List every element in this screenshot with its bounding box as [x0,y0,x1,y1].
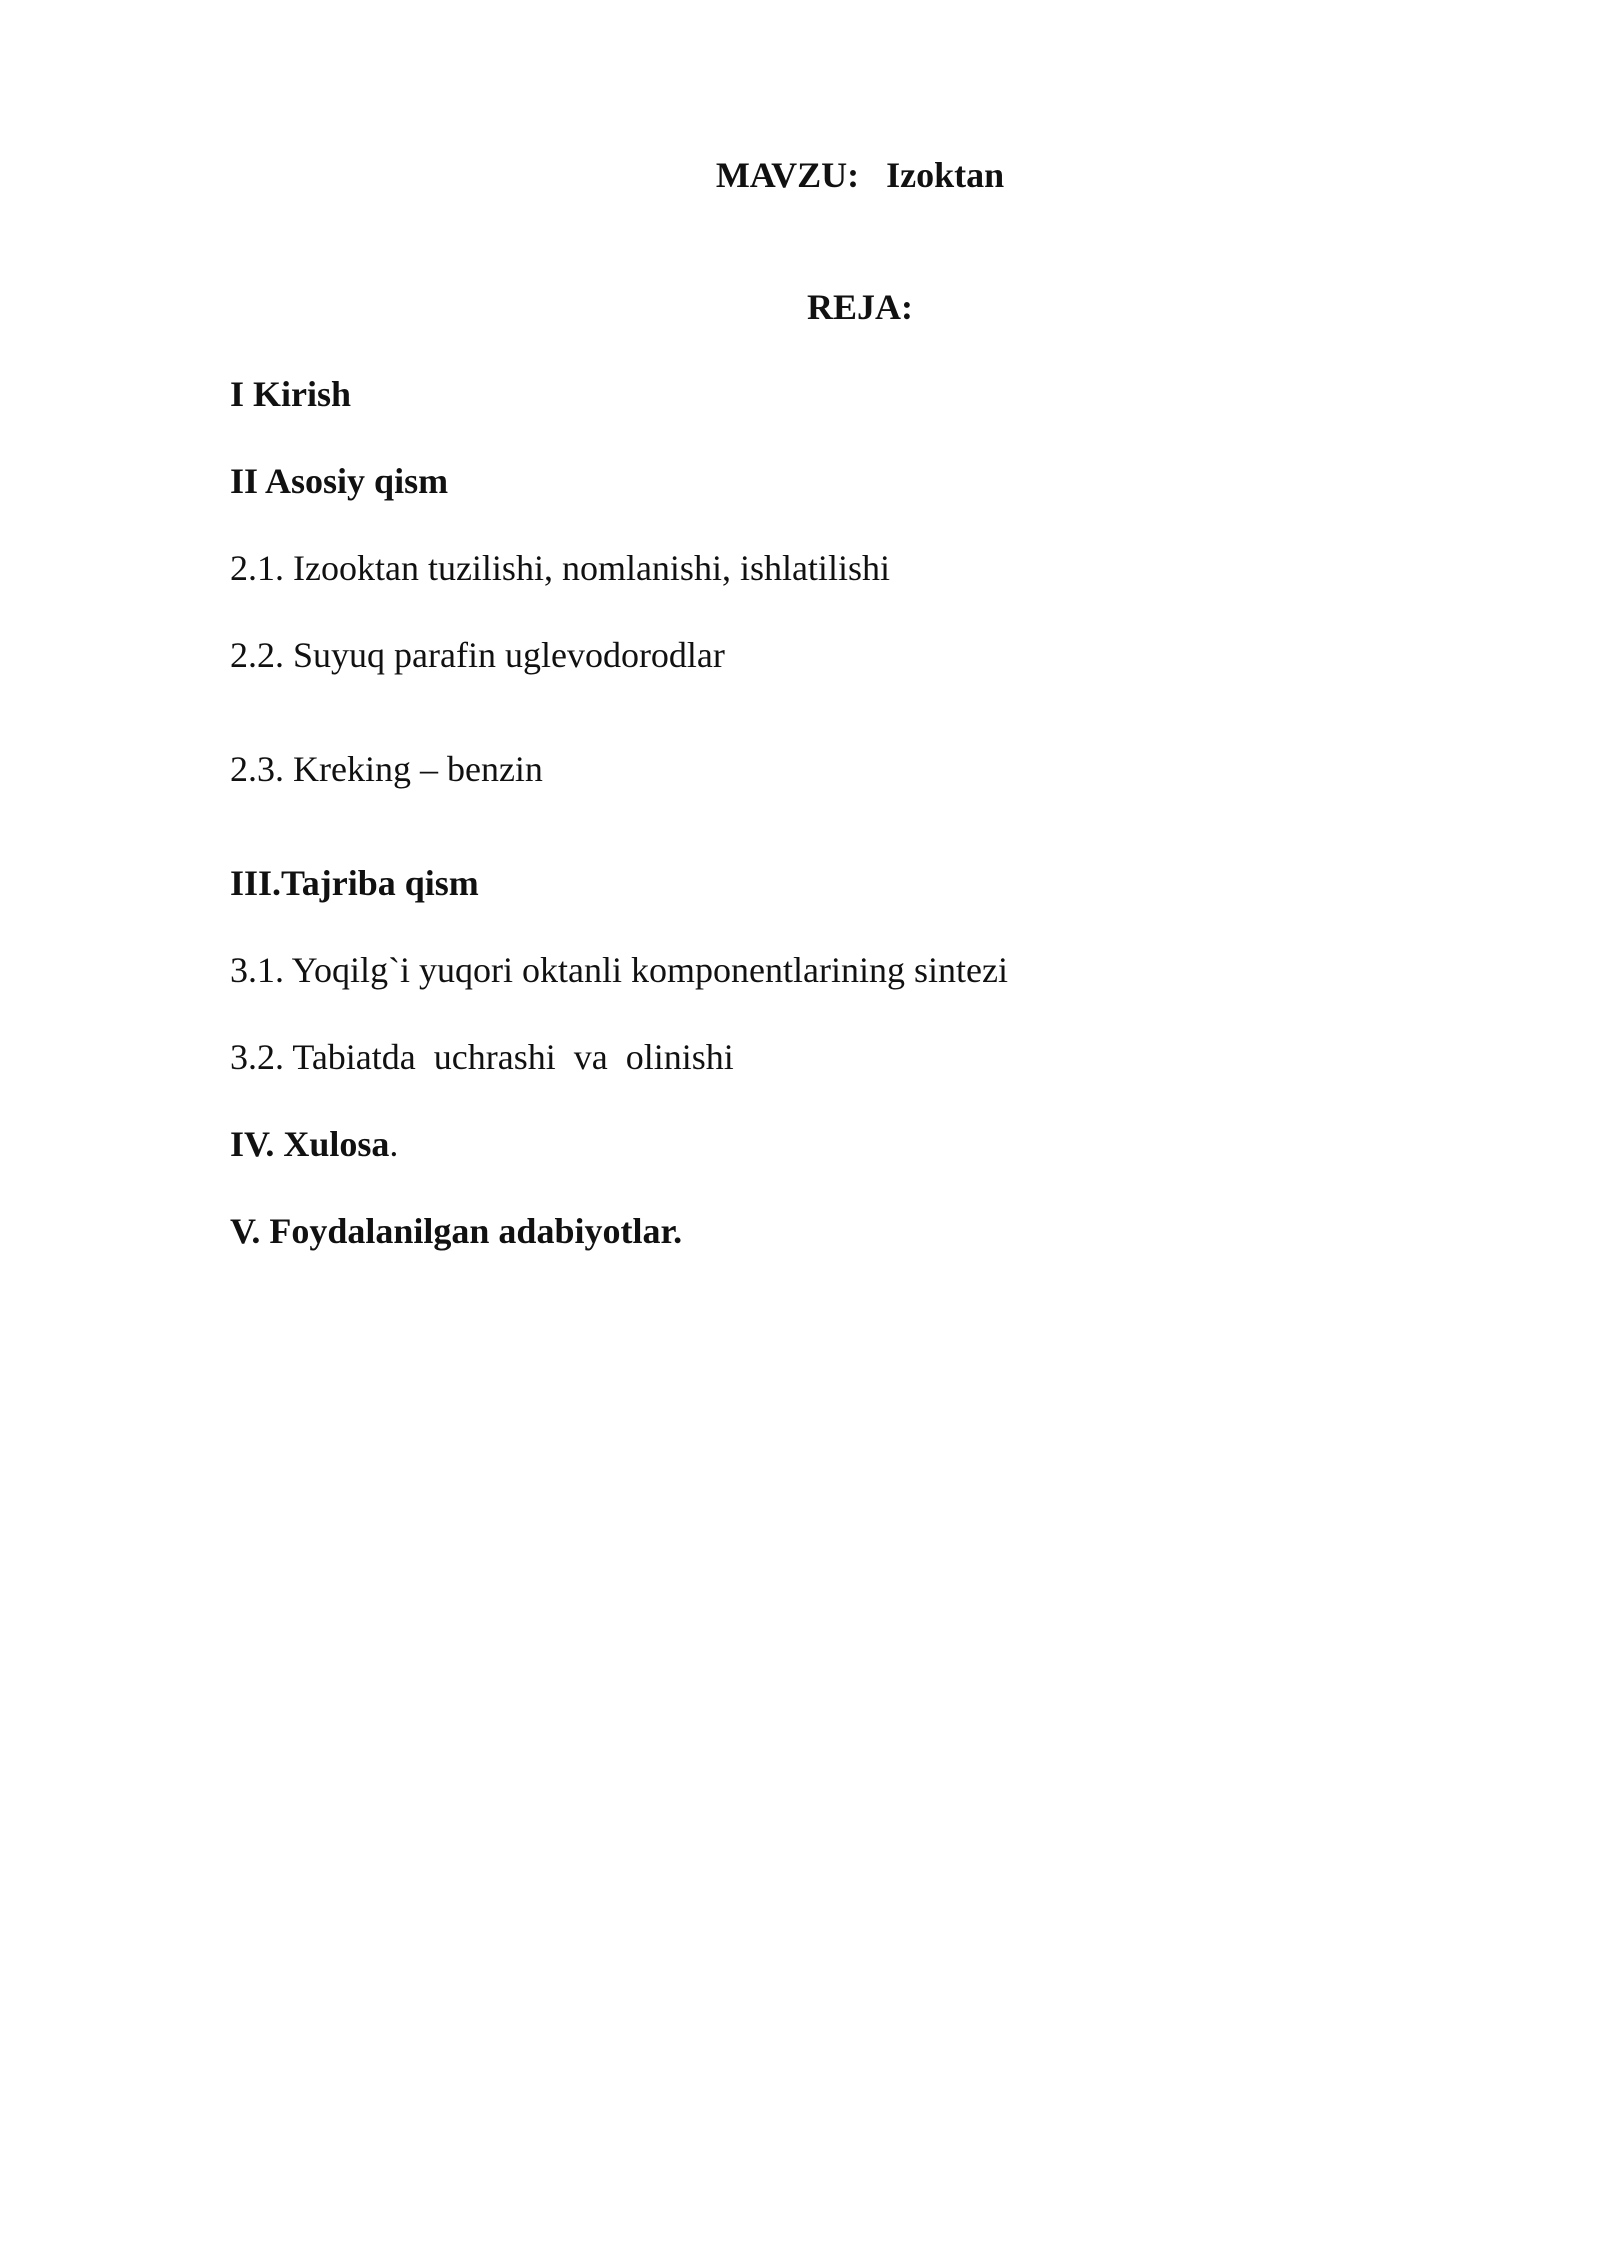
outline-item-experimental-part: III.Tajriba qism [230,863,479,903]
outline-item-main-part: II Asosiy qism [230,461,449,501]
outline-item-introduction: I Kirish [230,374,352,414]
conclusion-label: IV. Xulosa [230,1124,390,1164]
outline-subitem-3-2: 3.2. Tabiatda uchrashi va olinishi [230,1037,734,1077]
outline-subitem-2-1: 2.1. Izooktan tuzilishi, nomlanishi, ishlatilishi [230,548,890,588]
document-title: MAVZU: Izoktan [715,155,1005,195]
outline-item-references: V. Foydalanilgan adabiyotlar. [230,1211,683,1251]
conclusion-period: . [389,1124,399,1164]
outline-item-conclusion [230,1122,398,1166]
outline-subitem-2-2: 2.2. Suyuq parafin uglevodorodlar [230,635,725,675]
outline-subitem-2-3: 2.3. Kreking – benzin [230,749,543,789]
outline-subitem-3-1: 3.1. Yoqilg`i yuqori oktanli komponentlarining sintezi [230,950,1008,990]
plan-heading: REJA: [807,287,913,327]
